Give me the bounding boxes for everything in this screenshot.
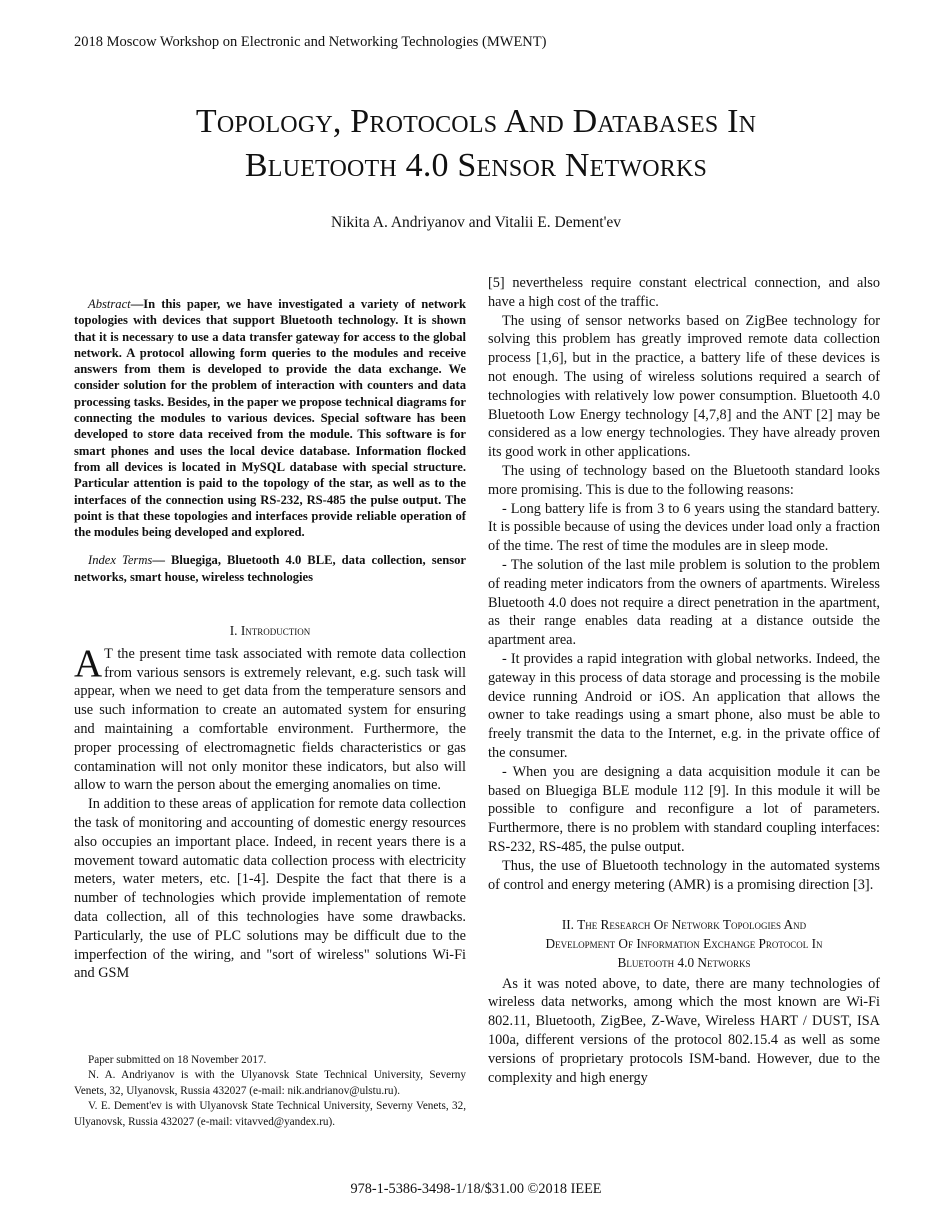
abstract-text: —In this paper, we have investigated a variety of network topologies with devices that support Bluetooth technology. It is shown that it is necessary to use a data transfer gateway for access to the global network. A protocol allowing form queries to the modules and receive answers from them is developed to provide the data exchange. We consider solution for the problem of interaction with counters and data processing tasks. Besides, in the paper we propose technical diagrams for connecting the modules to various devices. Special software has been developed to store data received from the module. This software is for smart phones and uses the local device database. Information flocked from all devices is located in MySQL database with special structure. Particular attention is paid to the topology of the star, as well as to the interfaces of the connection using RS-232, RS-485 the pulse output. The point is that these topologies and interfaces provide reliable operation of the modules being developed and explored. (74, 297, 466, 540)
right-paragraph-7: Thus, the use of Bluetooth technology in the automated systems of control and energy metering (AMR) is a promising direction [3]. (488, 857, 880, 893)
right-paragraph-6: - When you are designing a data acquisition module it can be based on Bluegiga BLE module 112 [9]. In this module it will be possible to configure and reconfigure a lot of parameters. Furthermore, there is no problem with standard coupling interfaces: RS-232, RS-485, the pulse output. (488, 763, 880, 855)
section-2-heading-line-2: Development Of Information Exchange Protocol In (545, 936, 823, 952)
abstract (74, 296, 466, 540)
right-paragraph-2: The using of technology based on the Bluetooth standard looks more promising. This is due to the following reasons: (488, 462, 880, 498)
title-line-1: Topology, Protocols And Databases In (195, 103, 757, 140)
index-terms-text: — Bluegiga, Bluetooth 4.0 BLE, data collection, sensor networks, smart house, wireless technologies (74, 553, 467, 584)
right-paragraph-3: - Long battery life is from 3 to 6 years using the standard battery. It is possible because of using the devices under load only a fraction of the time. The rest of time the modules are in sleep mode. (488, 500, 880, 555)
footnotes (74, 1053, 466, 1130)
section-2-heading-line-1: II. The Research Of Network Topologies And (561, 917, 807, 933)
drop-cap: A (74, 641, 103, 685)
left-column (74, 296, 466, 983)
conference-header: 2018 Moscow Workshop on Electronic and Networking Technologies (MWENT) (74, 34, 547, 50)
index-terms (74, 552, 466, 585)
right-paragraph-0: [5] nevertheless require constant electrical connection, and also have a high cost of the traffic. (488, 275, 880, 310)
section-heading-2 (488, 916, 880, 972)
section-2-heading-line-3: Bluetooth 4.0 Networks (617, 954, 751, 970)
footnote-author-2: V. E. Dement'ev is with Ulyanovsk State Technical University, Severny Venets, 32, Ulyanovsk, Russia 432027 (e-mail: vitavved@yandex.ru). (74, 1100, 466, 1128)
right-paragraph-1: The using of sensor networks based on ZigBee technology for solving this problem has greatly improved remote data collection process [1,6], but in the practice, a battery life of these devices is not enough. The using of wireless solutions required a search of technologies with relatively low power consumption. Bluetooth 4.0 Bluetooth Low Energy technology [4,7,8] and the ANT [2] may be considered as a low energy technologies. They have already proven its good work in other applications. (488, 312, 880, 461)
index-terms-label: Index Terms (88, 553, 153, 568)
copyright-footer: 978-1-5386-3498-1/18/$31.00 ©2018 IEEE (350, 1181, 602, 1197)
author-list: Nikita A. Andriyanov and Vitalii E. Dement'ev (331, 214, 621, 231)
paper-title (60, 100, 892, 188)
intro-paragraph-2: In addition to these areas of application for remote data collection the task of monitoring and accounting of domestic energy resources also occupies an important place. Indeed, in recent years there is a movement toward automatic data collection process with electricity meters, water meters, etc. [1-4]. Despite the fact that there is a number of technologies which provide implementation of remote data collection, all of this technologies have some drawbacks. Particularly, the use of PLC solutions may be difficult due to the imperfection of the wiring, and "sort of wireless" solutions Wi-Fi and GSM (74, 796, 466, 982)
intro-paragraph-1-text: T the present time task associated with remote data collection from various sensors is extremely relevant, e.g. such task will appear, when we need to get data from the temperature sensors and use such information to create an automated system for ensuring and maintaining a comfortable environment. Furthermore, the proper processing of electromagnetic fields characteristics or gas contamination will not only monitor these indicators, but also will allow to warn the person about the emerging anomalies on time. (74, 645, 466, 794)
section-heading-introduction: I. Introduction (229, 623, 311, 639)
right-paragraph-5: - It provides a rapid integration with global networks. Indeed, the gateway in this process of data storage and processing is the mobile device running Android or iOS. An application that allows the owner to take readings using a smart phone, also must be able to freely transmit the data to the Internet, e.g. in the private office of the consumer. (488, 650, 880, 761)
abstract-label: Abstract (88, 297, 131, 311)
intro-paragraph-1 (74, 641, 466, 795)
footnote-submission: Paper submitted on 18 November 2017. (88, 1054, 267, 1066)
section-2-paragraph-1: As it was noted above, to date, there are many technologies of wireless data networks, among which the most known are Wi-Fi 802.11, Bluetooth, ZigBee, Z-Wave, Wireless HART / DUST, ISA 100a, different versions of the protocol 802.15.4 as well as some versions of proprietary protocols ISM-band. However, due to the complexity and high energy (488, 975, 880, 1086)
right-column (488, 274, 880, 1087)
title-line-2: Bluetooth 4.0 Sensor Networks (244, 147, 708, 184)
footnote-author-1: N. A. Andriyanov is with the Ulyanovsk State Technical University, Severny Venets, 32, Ulyanovsk, Russia 432027 (e-mail: nik.andrianov@ulstu.ru). (74, 1069, 466, 1097)
right-paragraph-4: - The solution of the last mile problem is solution to the problem of reading meter indicators from the owners of apartments. Wireless Bluetooth 4.0 does not require a direct penetration in the apartment, as their range enables data reading at a distance outside the apartment area. (488, 556, 880, 649)
